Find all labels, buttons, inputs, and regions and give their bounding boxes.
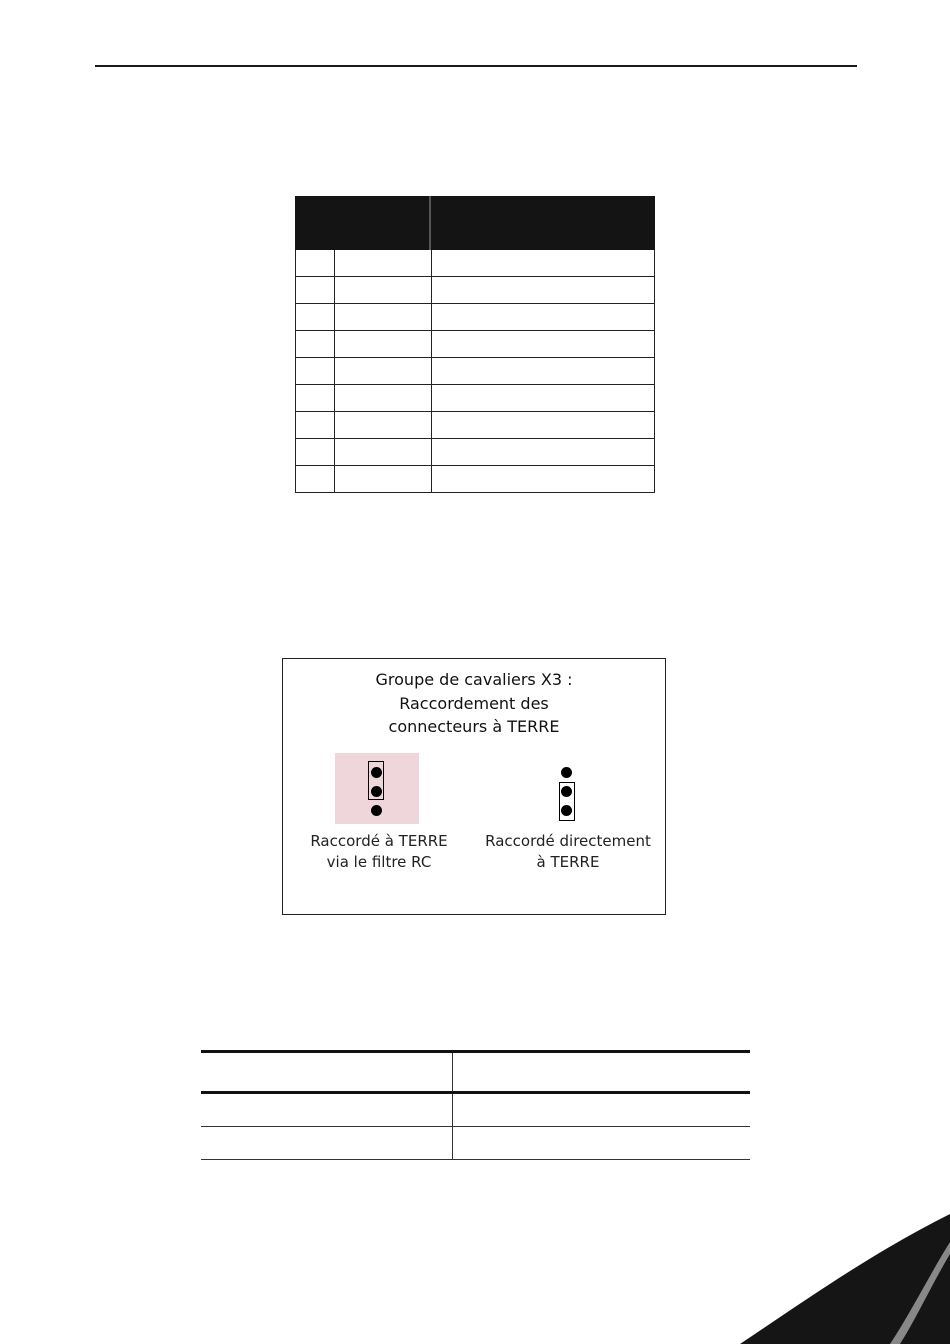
pin-icon xyxy=(371,767,382,778)
header-rule xyxy=(95,65,857,67)
figure-title-line-1: Groupe de cavaliers X3 : xyxy=(375,670,573,689)
table-row xyxy=(295,439,655,466)
option-left-caption xyxy=(293,831,465,873)
jumper-table xyxy=(295,196,655,493)
table-row xyxy=(295,385,655,412)
table-row xyxy=(295,277,655,304)
table-row xyxy=(295,412,655,439)
corner-swoosh-decoration xyxy=(740,1214,950,1344)
table-row xyxy=(295,466,655,493)
jumper-table-header xyxy=(295,196,655,250)
option-right-caption xyxy=(473,831,663,873)
table-row xyxy=(201,1127,750,1160)
figure-title-line-3: connecteurs à TERRE xyxy=(388,717,560,736)
pin-icon xyxy=(561,805,572,816)
option-right-caption-line-1: Raccordé directement xyxy=(485,832,651,850)
table-row xyxy=(295,331,655,358)
option-right-caption-line-2: à TERRE xyxy=(536,853,600,871)
pin-icon xyxy=(561,767,572,778)
table-row xyxy=(295,304,655,331)
jumper-table-header-cell-2 xyxy=(431,196,655,250)
table-row xyxy=(295,358,655,385)
settings-table xyxy=(201,1050,750,1160)
settings-table-header xyxy=(201,1053,750,1091)
option-left-caption-line-2: via le filtre RC xyxy=(326,853,432,871)
jumper-table-header-cell-1 xyxy=(295,196,431,250)
jumper-x3-figure xyxy=(282,658,666,915)
pin-icon xyxy=(561,786,572,797)
table-row xyxy=(201,1094,750,1127)
option-left-caption-line-1: Raccordé à TERRE xyxy=(310,832,448,850)
pin-icon xyxy=(371,805,382,816)
figure-title-line-2: Raccordement des xyxy=(399,694,549,713)
pin-icon xyxy=(371,786,382,797)
table-row xyxy=(295,250,655,277)
